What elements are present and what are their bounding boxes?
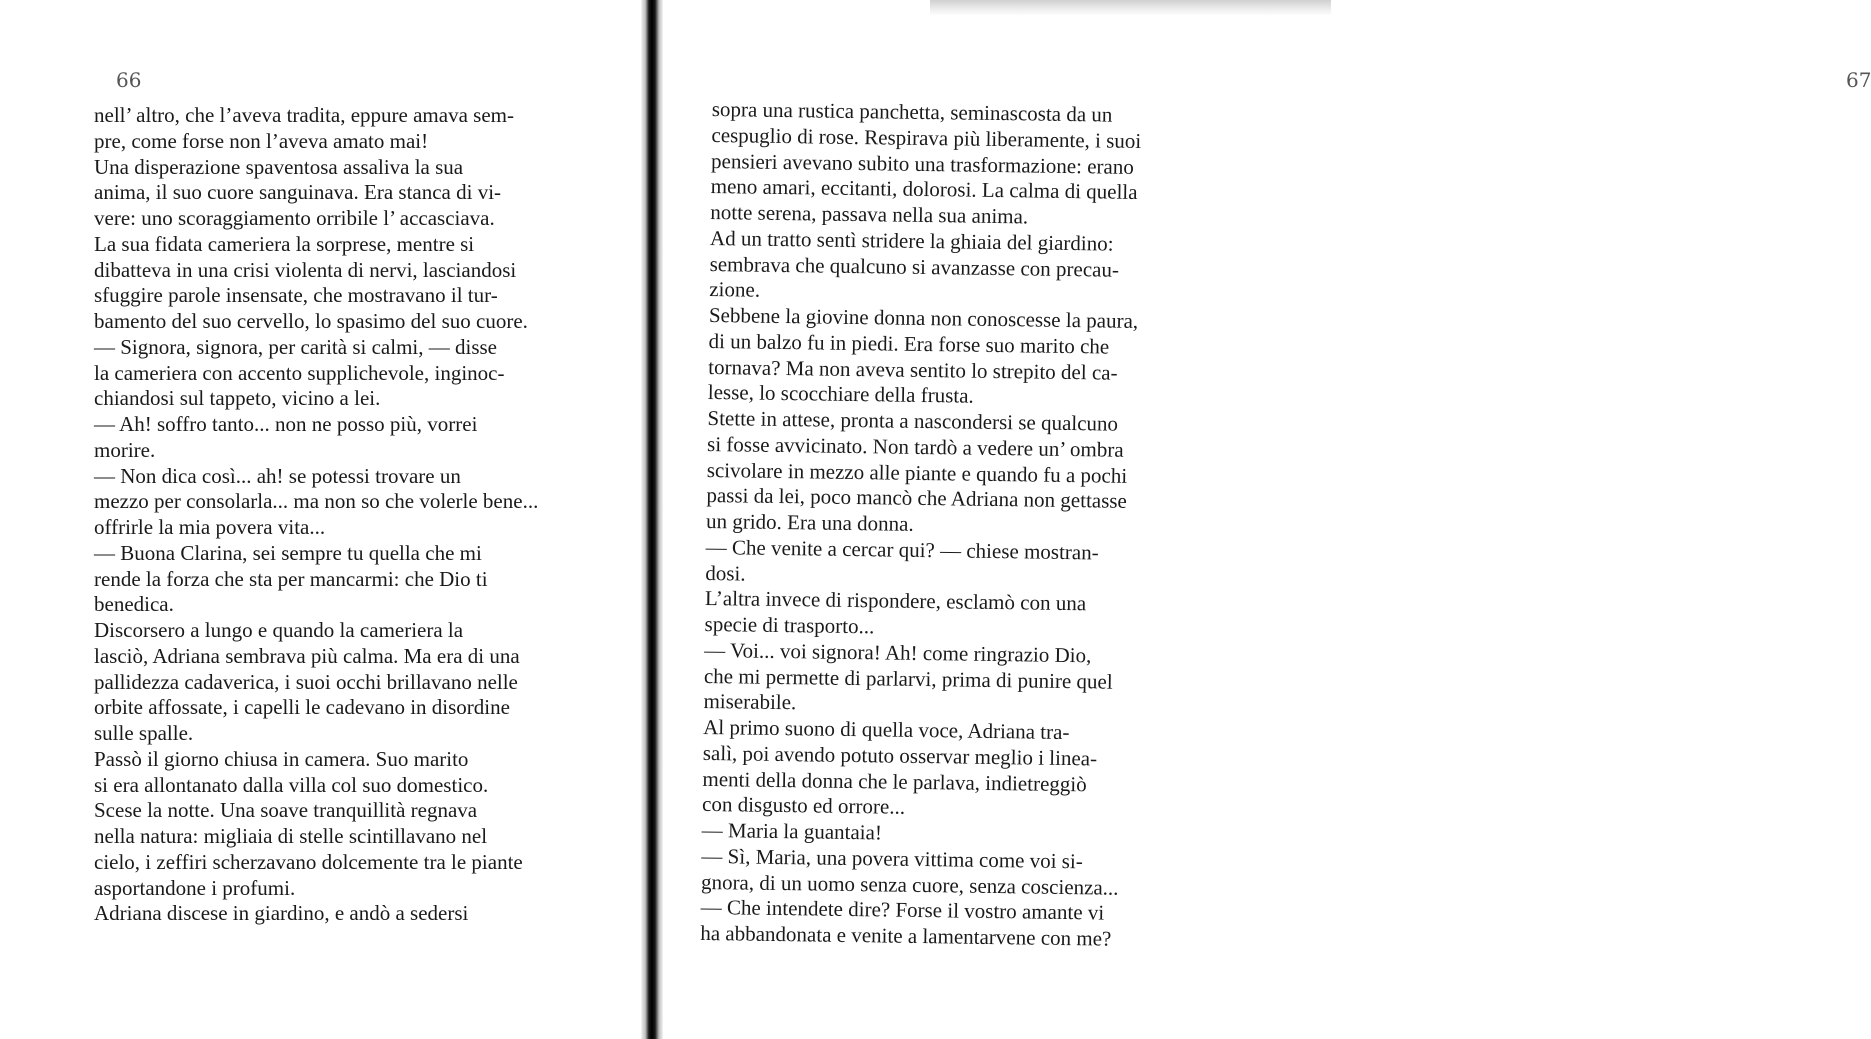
text-line: L’altra invece di rispondere, esclamò con una — [704, 586, 1087, 616]
text-line: Ad un tratto sentì stridere la ghiaia del giardino: — [709, 225, 1114, 256]
text-line: Adriana discese in giardino, e andò a sedersi — [94, 901, 469, 926]
text-line: Stette in attese, pronta a nascondersi se qualcuno — [707, 405, 1119, 436]
text-line: miserabile. — [703, 689, 797, 715]
text-line: sopra una rustica panchetta, seminascosta da un — [711, 97, 1113, 127]
text-line: nella natura: migliaia di stelle scintillavano nel — [94, 824, 488, 848]
text-line: morire. — [94, 437, 156, 462]
right-page-text — [700, 97, 1230, 954]
text-line: — Che venite a cercar qui? — chiese mostran- — [705, 534, 1099, 565]
text-line: tornava? Ma non aveva sentito lo strepito del ca- — [708, 354, 1118, 385]
text-line: anima, il suo cuore sanguinava. Era stanca di vi- — [94, 180, 502, 205]
text-line: si era allontanato dalla villa col suo domestico. — [94, 772, 489, 797]
text-line: cespuglio di rose. Respirava più liberamente, i suoi — [711, 122, 1142, 153]
text-line: Al primo suono di quella voce, Adriana tra- — [703, 714, 1070, 745]
text-line: notte serena, passava nella sua anima. — [710, 199, 1029, 229]
text-line: pallidezza cadaverica, i suoi occhi brillavano nelle — [94, 669, 518, 694]
text-line: si fosse avvicinato. Non tardò a vedere un’ ombra — [706, 431, 1124, 462]
text-line: Scese la notte. Una soave tranquillità regnava — [94, 798, 478, 823]
text-line: La sua fidata cameriera la sorprese, mentre si — [94, 231, 475, 256]
page-number-right: 67 — [1846, 68, 1871, 92]
text-line: bamento del suo cervello, lo spasimo del suo cuore. — [94, 309, 528, 333]
text-line: pensieri avevano subito una trasformazione: erano — [710, 148, 1135, 179]
text-line: cielo, i zeffiri scherzavano dolcemente tra le piante — [94, 849, 523, 874]
text-line: — Buona Clarina, sei sempre tu quella che mi — [94, 540, 482, 565]
text-line: — Non dica così... ah! se potessi trovare un — [94, 463, 461, 488]
text-line: un grido. Era una donna. — [705, 508, 914, 536]
text-line: con disgusto ed orrore... — [701, 792, 906, 820]
text-line: sembrava che qualcuno si avanzasse con precau- — [709, 251, 1120, 282]
page-number-left: 66 — [116, 68, 142, 92]
text-line: nell’ altro, che l’aveva tradita, eppure amava sem- — [94, 103, 514, 127]
text-line: Una disperazione spaventosa assaliva la sua — [94, 154, 464, 179]
text-line: sulle spalle. — [94, 721, 194, 745]
text-line: salì, poi avendo potuto osservar meglio i linea- — [702, 740, 1098, 771]
text-line: specie di trasporto... — [704, 611, 875, 639]
text-line: — Sì, Maria, una povera vittima come voi si- — [701, 843, 1083, 874]
text-line: rende la forza che sta per mancarmi: che Dio ti — [94, 566, 488, 591]
text-line: vere: uno scoraggiamento orribile l’ accasciava. — [94, 206, 495, 230]
text-line: sfuggire parole insensate, che mostravano il tur- — [94, 283, 498, 308]
text-line: dosi. — [705, 560, 746, 586]
text-line: benedica. — [94, 592, 174, 617]
text-line: menti della donna che le parlava, indietreggiò — [702, 766, 1087, 796]
text-line: lesse, lo scocchiare della frusta. — [707, 380, 974, 408]
text-line: che mi permette di parlarvi, prima di punire quel — [703, 663, 1113, 694]
text-line: la cameriera con accento supplichevole, inginoc- — [94, 360, 505, 385]
text-line: Discorsero a lungo e quando la cameriera la — [94, 618, 464, 642]
text-line: asportandone i profumi. — [94, 875, 296, 900]
text-line: — Voi... voi signora! Ah! come ringrazio Dio, — [704, 637, 1092, 668]
text-line: zione. — [709, 277, 761, 302]
text-line: meno amari, eccitanti, dolorosi. La calma di quella — [710, 174, 1138, 205]
text-line: — Che intendete dire? Forse il vostro amante vi — [700, 895, 1105, 925]
text-line: pre, come forse non l’aveva amato mai! — [94, 128, 429, 153]
text-line: passi da lei, poco mancò che Adriana non gettasse — [706, 483, 1128, 514]
text-line: chiandosi sul tappeto, vicino a lei. — [94, 386, 381, 411]
left-page-text — [94, 103, 608, 927]
text-line: Passò il giorno chiusa in camera. Suo marito — [94, 746, 469, 771]
text-line: di un balzo fu in piedi. Era forse suo marito che — [708, 328, 1110, 359]
text-line: dibatteva in una crisi violenta di nervi, lasciandosi — [94, 257, 517, 282]
left-page — [0, 0, 645, 1039]
text-line: orbite affossate, i capelli le cadevano in disordine — [94, 695, 510, 720]
text-line: mezzo per consolarla... ma non so che volerle bene... — [94, 489, 539, 514]
text-line: — Signora, signora, per carità si calmi, — disse — [94, 334, 497, 359]
text-line: — Ah! soffro tanto... non ne posso più, vorrei — [94, 412, 478, 436]
text-line: lasciò, Adriana sembrava più calma. Ma era di una — [94, 643, 520, 668]
text-line: Sebbene la giovine donna non conoscesse la paura, — [708, 302, 1139, 333]
text-line: — Maria la guantaia! — [701, 817, 883, 845]
text-line: ha abbandonata e venite a lamentarvene con me? — [700, 920, 1112, 951]
text-line: scivolare in mezzo alle piante e quando fu a pochi — [706, 457, 1128, 488]
text-line: gnora, di un uomo senza cuore, senza coscienza... — [700, 869, 1119, 900]
text-line: offrirle la mia povera vita... — [94, 515, 326, 539]
